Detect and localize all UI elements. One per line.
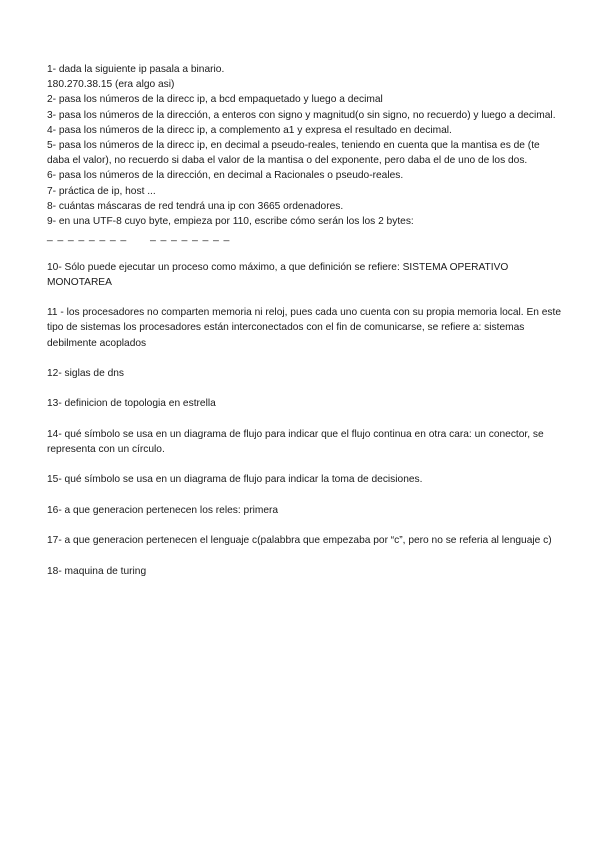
question-7: 7- práctica de ip, host ... [47, 185, 156, 197]
question-9-blanks: _ _ _ _ _ _ _ _ _ _ _ _ _ _ _ _ [47, 231, 231, 243]
question-2: 2- pasa los números de la direcc ip, a bcd empaquetado y luego a decimal [47, 94, 383, 106]
question-16: 16- a que generacion pertenecen los reles: primera [47, 504, 279, 516]
question-18: 18- maquina de turing [47, 565, 147, 577]
spacer [47, 290, 562, 305]
question-3: 3- pasa los números de la dirección, a enteros con signo y magnitud(o sin signo, no recuerdo) y luego a decimal. [47, 109, 556, 121]
question-12: 12- siglas de dns [47, 368, 125, 380]
question-17: 17- a que generacion pertenecen el lenguaje c(palabbra que empezaba por “c”, pero no se referia al lenguaje c) [47, 535, 552, 547]
question-11: 11 - los procesadores no comparten memoria ni reloj, pues cada uno cuenta con su propia memoria local. En este tipo de sistemas los procesadores están interconectados con el fin de comunicarse, se refiere a: sistemas debilmente acoplados [47, 307, 561, 349]
document-page [47, 62, 562, 579]
question-6: 6- pasa los números de la dirección, en decimal a Racionales o pseudo-reales. [47, 170, 404, 182]
question-1: 1- dada la siguiente ip pasala a binario. [47, 64, 225, 75]
spacer [47, 351, 562, 366]
spacer [47, 381, 562, 396]
spacer [47, 457, 562, 472]
question-4: 4- pasa los números de la direcc ip, a complemento a1 y expresa el resultado en decimal. [47, 124, 452, 136]
question-9: 9- en una UTF-8 cuyo byte, empieza por 110, escribe cómo serán los los 2 bytes: [47, 216, 414, 228]
question-13: 13- definicion de topologia en estrella [47, 398, 216, 410]
spacer [47, 548, 562, 563]
spacer [47, 518, 562, 533]
spacer [47, 488, 562, 503]
spacer [47, 412, 562, 427]
question-14: 14- qué símbolo se usa en un diagrama de flujo para indicar que el flujo continua en otra cara: un conector, se representa con un círculo. [47, 428, 544, 455]
question-8: 8- cuántas máscaras de red tendrá una ip con 3665 ordenadores. [47, 200, 344, 212]
question-5: 5- pasa los números de la direcc ip, en decimal a pseudo-reales, teniendo en cuenta que la mantisa es de (te daba el valor), no recuerdo si daba el valor de la mantisa o del exponente, pero daba el de uno de los dos. [47, 140, 540, 167]
question-1-ip: 180.270.38.15 (era algo asi) [47, 79, 175, 91]
question-15: 15- qué símbolo se usa en un diagrama de flujo para indicar la toma de decisiones. [47, 474, 423, 486]
spacer [47, 244, 562, 259]
question-10: 10- Sólo puede ejecutar un proceso como máximo, a que definición se refiere: SISTEMA OPERATIVO MONOTAREA [47, 261, 509, 288]
